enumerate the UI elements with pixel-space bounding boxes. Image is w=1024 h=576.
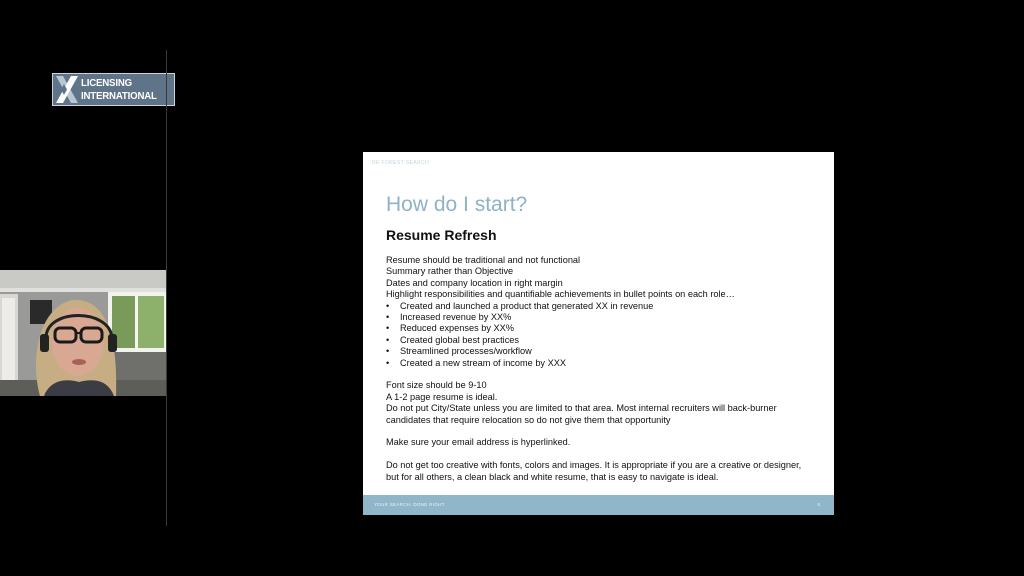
slide-subtitle: Resume Refresh xyxy=(386,227,497,243)
presenter-webcam-video xyxy=(0,270,166,396)
bullet-item xyxy=(386,312,816,323)
presentation-slide xyxy=(363,152,834,515)
bullet-item xyxy=(386,323,816,334)
bullet-text: Created a new stream of income by XXX xyxy=(400,357,566,368)
creative-paragraph: Do not get too creative with fonts, colors and images. It is appropriate if you are a creative or designer, but for all others, a clean black and white resume, that is easy to navigate is ideal. xyxy=(386,460,802,482)
bullet-text: Streamlined processes/workflow xyxy=(400,346,532,357)
bullet-text: Created and launched a product that generated XX in revenue xyxy=(400,300,654,311)
relocation-paragraph: Do not put City/State unless you are limited to that area. Most internal recruiters will back-burner candidates that require relocation so do not give them that opportunity xyxy=(386,403,777,425)
bullet-text: Increased revenue by XX% xyxy=(400,312,512,323)
body-line: Font size should be 9-10 xyxy=(386,380,487,391)
logo-line-1: LICENSING xyxy=(81,76,132,89)
body-line: A 1-2 page resume is ideal. xyxy=(386,391,498,402)
body-line: Resume should be traditional and not functional xyxy=(386,255,581,265)
slide-header-label: DE FOREST SEARCH xyxy=(372,160,430,166)
spacer xyxy=(386,449,816,460)
panel-divider xyxy=(166,50,167,526)
body-line: Summary rather than Objective xyxy=(386,266,514,277)
body-line: Highlight responsibilities and quantifiable achievements in bullet points on each role… xyxy=(386,289,735,300)
bullet-dot-icon: • xyxy=(386,300,390,311)
bullet-dot-icon: • xyxy=(386,323,390,334)
bullet-dot-icon: • xyxy=(386,334,390,345)
logo-text xyxy=(81,77,157,103)
bullet-item xyxy=(386,358,816,369)
body-line: Dates and company location in right margin xyxy=(386,277,563,288)
bullet-item xyxy=(386,346,816,357)
bullet-dot-icon: • xyxy=(386,312,390,323)
bullet-dot-icon: • xyxy=(386,357,390,368)
participant-panel xyxy=(0,0,166,576)
spacer xyxy=(386,369,816,380)
email-paragraph: Make sure your email address is hyperlinked. xyxy=(386,437,571,448)
bullet-text: Reduced expenses by XX% xyxy=(400,323,514,334)
logo-x-mark-icon xyxy=(53,74,81,105)
logo-line-2: INTERNATIONAL xyxy=(81,89,157,102)
bullet-item xyxy=(386,301,816,312)
bullet-item xyxy=(386,335,816,346)
slide-body xyxy=(386,255,816,483)
slide-title: How do I start? xyxy=(386,193,528,216)
bullet-text: Created global best practices xyxy=(400,334,519,345)
footer-tagline: YOUR SEARCH. DONE RIGHT. xyxy=(374,502,446,507)
spacer xyxy=(386,426,816,437)
slide-footer xyxy=(363,495,834,515)
licensing-international-logo xyxy=(52,73,175,106)
slide-page-number: 5 xyxy=(817,502,820,507)
bullet-dot-icon: • xyxy=(386,346,390,357)
